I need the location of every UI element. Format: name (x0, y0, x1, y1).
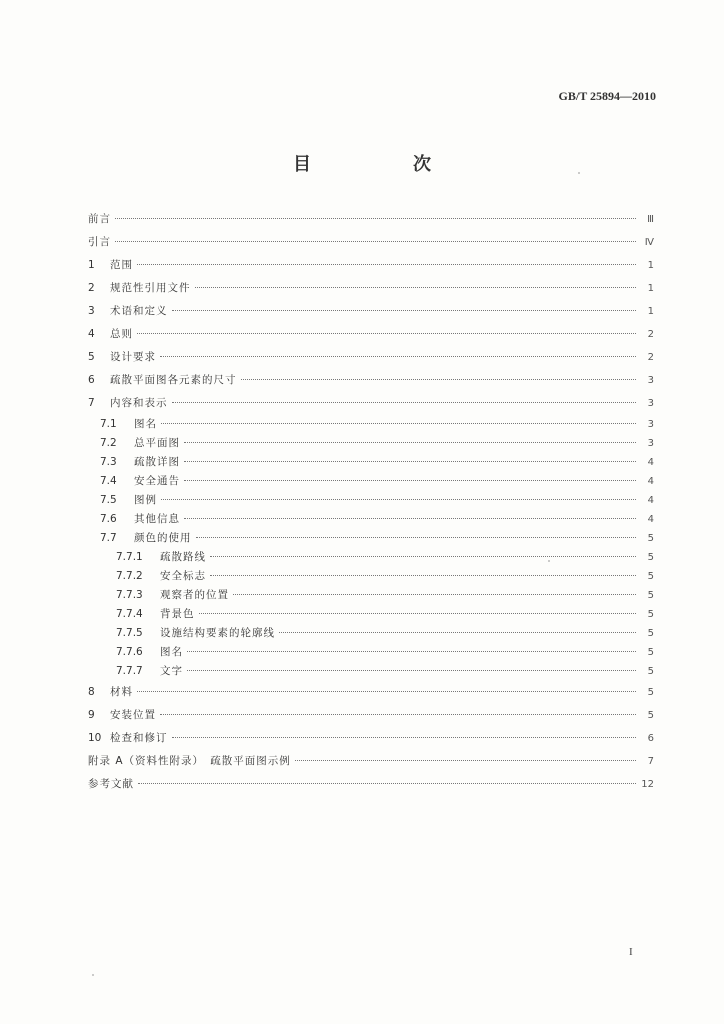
toc-entry-page: 5 (647, 590, 654, 601)
dot-leader (279, 631, 636, 633)
dot-leader (195, 286, 637, 288)
toc-entry-page: Ⅳ (644, 237, 654, 248)
toc-entry[interactable] (88, 254, 654, 277)
toc-entry-title: 设施结构要素的轮廓线 (160, 627, 275, 639)
dot-leader (184, 460, 636, 462)
toc-entry-page: Ⅲ (647, 214, 654, 225)
dot-leader (187, 650, 636, 652)
toc-entry-title: 术语和定义 (110, 305, 168, 317)
toc-entry-number: 5 (88, 351, 95, 363)
toc-entry-number: 1 (88, 259, 95, 271)
toc-entry-number: 7.3 (100, 456, 117, 468)
dot-leader (115, 240, 636, 242)
dot-leader (184, 517, 636, 519)
toc-entry[interactable] (88, 567, 654, 586)
toc-entry-page: 1 (647, 306, 654, 317)
toc-entry-page: 2 (647, 352, 654, 363)
dot-leader (137, 690, 636, 692)
toc-entry-page: 5 (647, 647, 654, 658)
toc-entry-title: 规范性引用文件 (110, 282, 191, 294)
toc-entry-title: 文字 (160, 665, 183, 677)
scan-speck (578, 172, 580, 174)
toc-entry-page: 1 (647, 260, 654, 271)
dot-leader (115, 217, 636, 219)
toc-entry-page: 6 (647, 733, 654, 744)
toc-entry-title: 材料 (110, 686, 133, 698)
toc-entry[interactable] (88, 586, 654, 605)
table-of-contents (88, 208, 654, 796)
toc-entry-title: 图例 (134, 494, 157, 506)
toc-entry[interactable] (88, 662, 654, 681)
toc-entry-number: 9 (88, 709, 95, 721)
toc-entry[interactable] (88, 346, 654, 369)
dot-leader (210, 555, 636, 557)
toc-entry[interactable] (88, 472, 654, 491)
toc-entry-page: 5 (647, 628, 654, 639)
toc-entry-number: 4 (88, 328, 95, 340)
toc-entry-page: 4 (647, 457, 654, 468)
toc-entry-page: 3 (647, 419, 654, 430)
dot-leader (196, 536, 637, 538)
toc-entry-page: 7 (647, 756, 654, 767)
toc-entry[interactable] (88, 323, 654, 346)
toc-entry[interactable] (88, 510, 654, 529)
toc-entry[interactable] (88, 208, 654, 231)
dot-leader (241, 378, 637, 380)
toc-entry-page: 3 (647, 438, 654, 449)
toc-entry-page: 5 (647, 687, 654, 698)
toc-entry[interactable] (88, 643, 654, 662)
toc-entry-title: 疏散详图 (134, 456, 180, 468)
toc-entry-title: 颜色的使用 (134, 532, 192, 544)
toc-entry-page: 4 (647, 495, 654, 506)
dot-leader (184, 441, 636, 443)
toc-entry-title: 设计要求 (110, 351, 156, 363)
toc-entry-title: 安全标志 (160, 570, 206, 582)
dot-leader (199, 612, 637, 614)
dot-leader (184, 479, 636, 481)
scan-speck (92, 974, 94, 976)
page-number: I (629, 946, 633, 958)
toc-entry[interactable] (88, 704, 654, 727)
dot-leader (137, 263, 636, 265)
toc-entry-page: 2 (647, 329, 654, 340)
toc-entry[interactable] (88, 773, 654, 796)
toc-entry-title: 其他信息 (134, 513, 180, 525)
toc-entry-title: 观察者的位置 (160, 589, 229, 601)
page-title: 目 次 (293, 154, 473, 175)
dot-leader (161, 498, 636, 500)
toc-entry[interactable] (88, 605, 654, 624)
toc-entry[interactable] (88, 300, 654, 323)
toc-entry-page: 4 (647, 476, 654, 487)
toc-entry-page: 5 (647, 666, 654, 677)
toc-entry-number: 7.7.6 (116, 646, 143, 658)
standard-code: GB/T 25894—2010 (558, 89, 656, 103)
toc-entry-number: 7.7.2 (116, 570, 143, 582)
dot-leader (137, 332, 636, 334)
dot-leader (138, 782, 636, 784)
toc-entry-page: 3 (647, 375, 654, 386)
toc-entry[interactable] (88, 727, 654, 750)
dot-leader (295, 759, 636, 761)
toc-entry-title: 范围 (110, 259, 133, 271)
toc-entry-title: 疏散平面图各元素的尺寸 (110, 374, 237, 386)
toc-entry-page: 5 (647, 552, 654, 563)
toc-entry[interactable] (88, 453, 654, 472)
toc-entry[interactable] (88, 277, 654, 300)
toc-entry-page: 4 (647, 514, 654, 525)
toc-entry-title: 附录 A（资料性附录） 疏散平面图示例 (88, 755, 291, 767)
toc-entry-number: 7.7.4 (116, 608, 143, 620)
toc-entry[interactable] (88, 434, 654, 453)
toc-entry-title: 参考文献 (88, 778, 134, 790)
dot-leader (160, 355, 636, 357)
toc-entry-number: 7.6 (100, 513, 117, 525)
scan-speck (548, 560, 550, 562)
toc-entry-number: 7.2 (100, 437, 117, 449)
toc-entry-page: 5 (647, 571, 654, 582)
toc-entry[interactable] (88, 529, 654, 548)
toc-entry-number: 3 (88, 305, 95, 317)
toc-entry-page: 5 (647, 533, 654, 544)
dot-leader (233, 593, 636, 595)
toc-entry-number: 8 (88, 686, 95, 698)
toc-entry[interactable] (88, 491, 654, 510)
toc-entry[interactable] (88, 548, 654, 567)
toc-entry[interactable] (88, 415, 654, 434)
toc-entry-page: 3 (647, 398, 654, 409)
toc-entry-number: 7.7.7 (116, 665, 143, 677)
toc-entry-page: 5 (647, 710, 654, 721)
toc-entry-title: 疏散路线 (160, 551, 206, 563)
toc-entry-number: 2 (88, 282, 95, 294)
toc-entry-number: 7.4 (100, 475, 117, 487)
toc-entry-number: 10 (88, 732, 102, 744)
dot-leader (210, 574, 636, 576)
toc-entry-title: 安装位置 (110, 709, 156, 721)
dot-leader (187, 669, 636, 671)
toc-entry-title: 图名 (134, 418, 157, 430)
toc-entry-page: 5 (647, 609, 654, 620)
toc-entry[interactable] (88, 392, 654, 415)
dot-leader (172, 401, 637, 403)
toc-entry-number: 7.7.5 (116, 627, 143, 639)
toc-entry-number: 7.5 (100, 494, 117, 506)
toc-entry-title: 背景色 (160, 608, 195, 620)
toc-entry-number: 7 (88, 397, 95, 409)
toc-entry-title: 检查和修订 (110, 732, 168, 744)
toc-entry-number: 6 (88, 374, 95, 386)
toc-entry[interactable] (88, 231, 654, 254)
toc-entry-number: 7.7 (100, 532, 117, 544)
toc-entry-title: 内容和表示 (110, 397, 168, 409)
toc-entry-title: 图名 (160, 646, 183, 658)
toc-entry-title: 前言 (88, 213, 111, 225)
dot-leader (172, 736, 637, 738)
dot-leader (161, 422, 636, 424)
toc-entry-title: 总平面图 (134, 437, 180, 449)
toc-entry-page: 12 (641, 779, 654, 790)
dot-leader (160, 713, 636, 715)
toc-entry-title: 安全通告 (134, 475, 180, 487)
toc-entry-title: 引言 (88, 236, 111, 248)
toc-entry[interactable] (88, 750, 654, 773)
toc-entry-page: 1 (647, 283, 654, 294)
toc-entry-number: 7.7.1 (116, 551, 143, 563)
toc-entry[interactable] (88, 369, 654, 392)
dot-leader (172, 309, 637, 311)
toc-entry-number: 7.1 (100, 418, 117, 430)
toc-entry[interactable] (88, 681, 654, 704)
toc-entry-title: 总则 (110, 328, 133, 340)
toc-entry-number: 7.7.3 (116, 589, 143, 601)
toc-entry[interactable] (88, 624, 654, 643)
